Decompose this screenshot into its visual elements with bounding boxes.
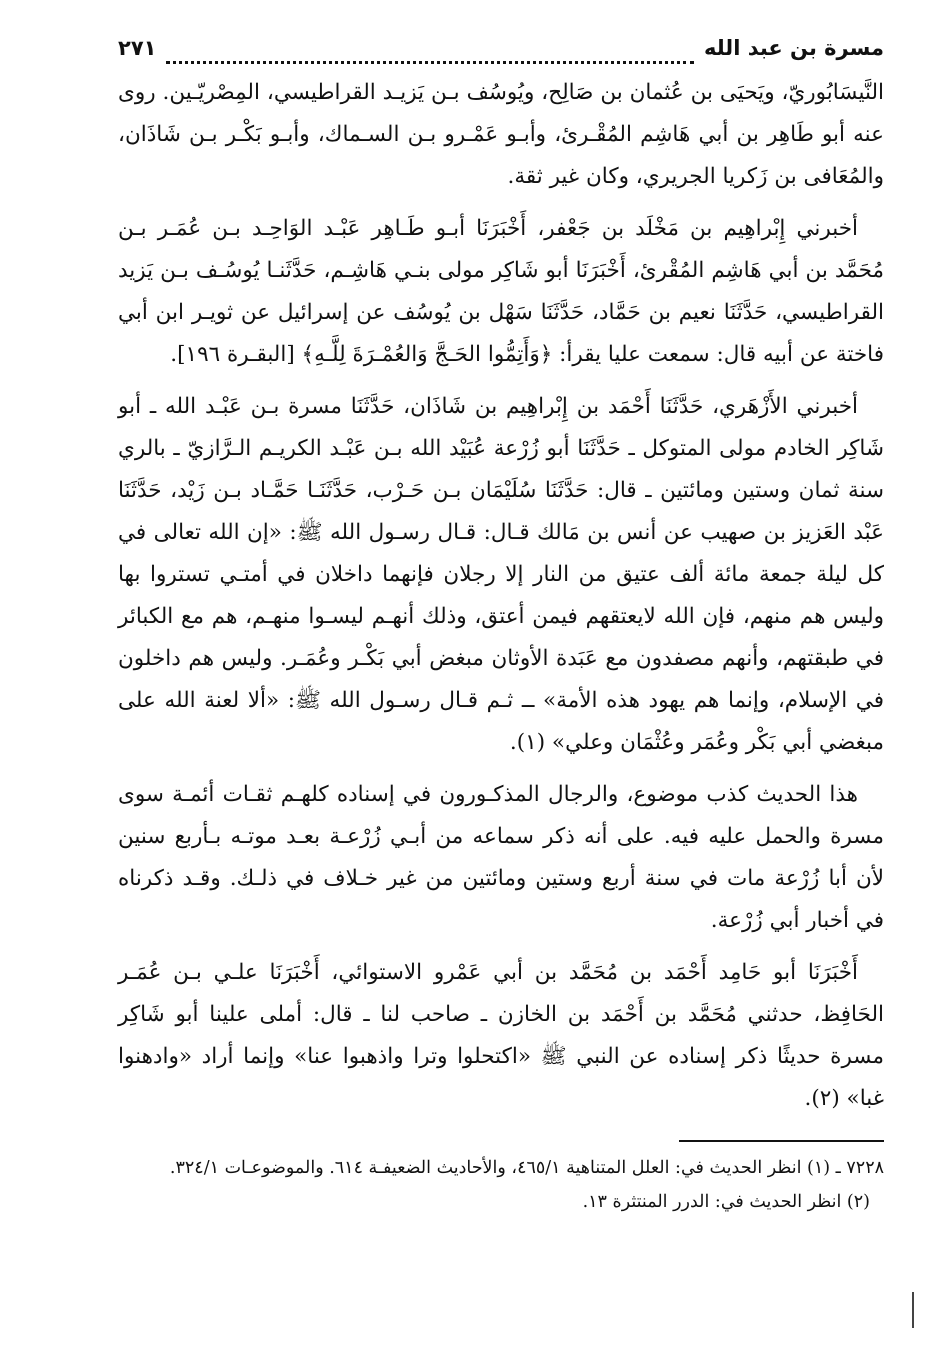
margin-mark [912, 1292, 914, 1328]
paragraph-1: النَّيسَابُوريّ، ويَحيَى بن عُثمان بن صَالِح، ويُوسُف بـن يَزيـد القراطيسي، المِصْريّـين. روى عنه أبو طَاهِر بن أبي هَاشِم المُقْـرئ، وأبـو عَمْـرو بـن السـماك، وأبـو بَكْـر بـن شَاذَان، والمُعَافى بن زَكريا الجريري، وكان غير ثقة. [118, 80, 884, 189]
leader-dots [166, 37, 694, 64]
main-text [118, 72, 884, 1120]
footnotes [118, 1152, 884, 1218]
paragraph-2: أخبرني إِبْراهِيم بن مَخْلَد بن جَعْفر، أَخْبَرَنَا أبـو طَـاهِر عَبْـد الوَاحِـد بـن عُمَـر بـن مُحَمَّد بن أبي هَاشِم المُقْرئ، أَخْبَرَنَا أبو شَاكِر مولى بنـي هَاشِـم، حَدَّثَنـا يُوسُـف بـن يَزيد القراطيسي، حَدَّثَنَا نعيم بن حَمَّاد، حَدَّثَنَا سَهْل بن يُوسُف عن إسرائيل عن ثويـر ابن أبي فاختة عن أبيه قال: سمعت عليا يقرأ: ﴿وَأَتِمُّوا الحَـجَّ وَالعُمْـرَةَ لِلَّـهِ﴾ [البقـرة ١٩٦]. [118, 216, 884, 367]
page-header [118, 28, 884, 72]
footnote-1: ٧٢٢٨ ـ (١) انظر الحديث في: العلل المتناهية ٤٦٥/١، والأحاديث الضعيفـة ٦١٤. والموضوعـات ٣٢٤/١. [169, 1158, 884, 1178]
footnote-2: (٢) انظر الحديث في: الدرر المنتثرة ١٣. [582, 1192, 870, 1212]
paragraph-4: هذا الحديث كذب موضوع، والرجال المذكـورون في إسناده كلهـم ثقـات أئمـة سوى مسرة والحمل عليه فيه. على أنه ذكر سماعه من أبـي زُرْعـة بعـد موتـه بـأربع سنين لأن أبا زُرْعة مات في سنة أربع وستين ومائتين من غير خـلاف في ذلـك. وقـد ذكرناه في أخبار أبي زُرْعة. [118, 782, 884, 933]
running-title: مسرة بن عبد الله [704, 36, 884, 60]
paragraph-5: أَخْبَرَنَا أبو حَامِد أَحْمَد بن مُحَمَّد بن أبي عَمْرو الاستوائي، أَخْبَرَنَا علـي بـن عُمَـر الحَافِظ، حدثني مُحَمَّد بن أَحْمَد بن الخازن ـ صاحب لنا ـ قال: أملى علينا أبو شَاكِر مسرة حديثًا ذكر إسناده عن النبي ﷺ «اكتحلوا وترا واذهبوا عنا» وإنما أراد «وادهنوا غبا» (٢). [118, 960, 884, 1111]
paragraph-3: أخبرني الأَزْهَري، حَدَّثَنَا أَحْمَد بن إِبْراهِيم بن شَاذَان، حَدَّثَنَا مسرة بـن عَبْـد الله ـ أبو شَاكِر الخادم مولى المتوكل ـ حَدَّثَنَا أبو زُرْعة عُبَيْد الله بـن عَبْـد الكريـم الـرَّازيّ ـ بالري سنة ثمان وستين ومائتين ـ قال: حَدَّثَنَا سُلَيْمَان بـن حَـرْب، حَدَّثَنَـا حَمَّـاد بـن زَيْد، حَدَّثَنَا عَبْد العَزيز بن صهيب عن أنس بن مَالك قـال: قـال رسـول الله ﷺ: «إن الله تعالى في كل ليلة جمعة مائة ألف عتيق من النار إلا رجلان فإنهما داخلان في أمتـي تستروا بها وليس هم منهم، فإن الله لايعتقهم فيمن أعتق، وذلك أنهـم ليسـوا منهـم، هم مع الكبائر في طبقتهم، وأنهم مصفدون مع عَبَدة الأوثان مبغض أبي بَكْـر وعُمَـر. وليس هم داخلون في الإسلام، وإنما هم يهود هذه الأمة» ــ ثـم قـال رسـول الله ﷺ: «ألا لعنة الله على مبغضي أبي بَكْر وعُمَر وعُثْمَان وعلي» (١). [118, 394, 884, 755]
page-number: ٢٧١ [118, 36, 157, 60]
footnote-separator [679, 1140, 884, 1142]
